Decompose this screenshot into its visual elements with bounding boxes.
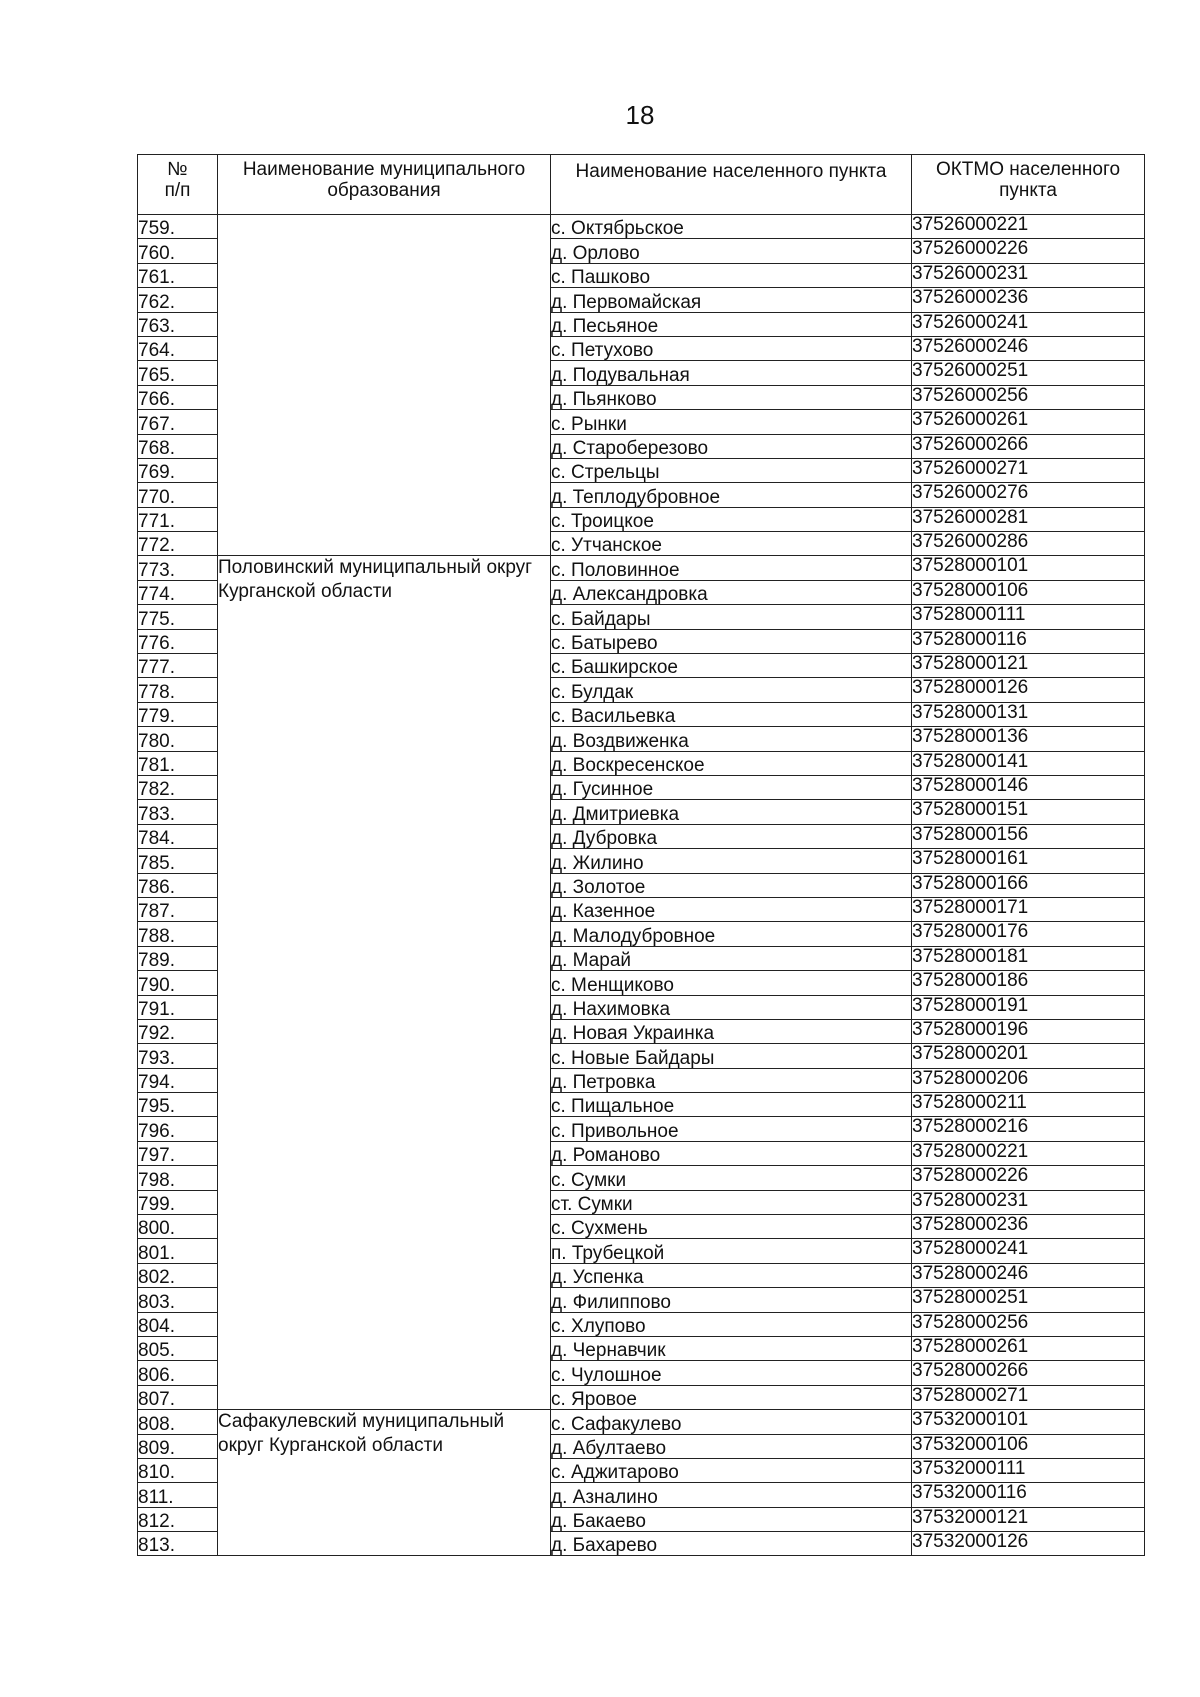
row-number: 778. — [138, 678, 218, 702]
table-row — [138, 556, 1145, 580]
settlement-name: д. Пьянково — [551, 385, 912, 409]
settlement-name: с. Сафакулево — [551, 1410, 912, 1434]
row-number: 767. — [138, 410, 218, 434]
row-number: 787. — [138, 897, 218, 921]
row-number: 792. — [138, 1019, 218, 1043]
oktmo-code: 37532000116 — [912, 1483, 1145, 1507]
row-number: 811. — [138, 1483, 218, 1507]
municipality-name: Половинский муниципальный округ Курганской области — [218, 556, 551, 1410]
settlement-name: д. Воздвиженка — [551, 727, 912, 751]
row-number: 801. — [138, 1239, 218, 1263]
oktmo-code: 37528000111 — [912, 605, 1145, 629]
oktmo-code: 37526000281 — [912, 507, 1145, 531]
settlement-name: д. Новая Украинка — [551, 1019, 912, 1043]
oktmo-code: 37528000141 — [912, 751, 1145, 775]
row-number: 807. — [138, 1385, 218, 1409]
row-number: 786. — [138, 873, 218, 897]
oktmo-code: 37526000266 — [912, 434, 1145, 458]
settlement-name: с. Хлупово — [551, 1312, 912, 1336]
row-number: 798. — [138, 1166, 218, 1190]
settlement-name: д. Марай — [551, 946, 912, 970]
row-number: 776. — [138, 629, 218, 653]
table-row — [138, 1410, 1145, 1434]
settlement-name: д. Бахарево — [551, 1532, 912, 1556]
oktmo-code: 37528000156 — [912, 824, 1145, 848]
oktmo-code: 37528000236 — [912, 1215, 1145, 1239]
row-number: 788. — [138, 922, 218, 946]
settlement-name: д. Абултаево — [551, 1434, 912, 1458]
settlement-name: д. Первомайская — [551, 288, 912, 312]
settlement-name: д. Золотое — [551, 873, 912, 897]
oktmo-code: 37528000261 — [912, 1336, 1145, 1360]
oktmo-code: 37528000126 — [912, 678, 1145, 702]
settlement-name: с. Байдары — [551, 605, 912, 629]
row-number: 761. — [138, 263, 218, 287]
settlement-name: с. Яровое — [551, 1385, 912, 1409]
header-oktmo: ОКТМО населенного пункта — [912, 155, 1145, 215]
row-number: 791. — [138, 995, 218, 1019]
settlement-name: д. Воскресенское — [551, 751, 912, 775]
settlement-name: д. Орлово — [551, 239, 912, 263]
oktmo-code: 37528000171 — [912, 897, 1145, 921]
row-number: 771. — [138, 507, 218, 531]
settlement-name: с. Новые Байдары — [551, 1044, 912, 1068]
settlement-name: с. Булдак — [551, 678, 912, 702]
oktmo-code: 37528000101 — [912, 556, 1145, 580]
settlement-name: д. Александровка — [551, 580, 912, 604]
row-number: 780. — [138, 727, 218, 751]
row-number: 803. — [138, 1288, 218, 1312]
municipality-name: Сафакулевский муниципальный округ Курганской области — [218, 1410, 551, 1556]
oktmo-code: 37526000246 — [912, 336, 1145, 360]
row-number: 802. — [138, 1263, 218, 1287]
settlement-name: с. Половинное — [551, 556, 912, 580]
row-number: 764. — [138, 336, 218, 360]
row-number: 763. — [138, 312, 218, 336]
oktmo-code: 37528000216 — [912, 1117, 1145, 1141]
oktmo-code: 37528000146 — [912, 775, 1145, 799]
settlement-name: с. Стрельцы — [551, 458, 912, 482]
row-number: 799. — [138, 1190, 218, 1214]
row-number: 777. — [138, 654, 218, 678]
header-municipality: Наименование муниципального образования — [218, 155, 551, 215]
row-number: 783. — [138, 800, 218, 824]
settlement-name: с. Утчанское — [551, 532, 912, 556]
settlement-name: с. Батырево — [551, 629, 912, 653]
oktmo-code: 37532000101 — [912, 1410, 1145, 1434]
oktmo-code: 37528000166 — [912, 873, 1145, 897]
settlement-name: д. Филиппово — [551, 1288, 912, 1312]
settlement-name: д. Дубровка — [551, 824, 912, 848]
oktmo-code: 37528000121 — [912, 654, 1145, 678]
oktmo-code: 37528000226 — [912, 1166, 1145, 1190]
row-number: 797. — [138, 1141, 218, 1165]
table-row — [138, 215, 1145, 239]
row-number: 810. — [138, 1458, 218, 1482]
row-number: 774. — [138, 580, 218, 604]
oktmo-code: 37528000246 — [912, 1263, 1145, 1287]
settlement-name: д. Успенка — [551, 1263, 912, 1287]
oktmo-code: 37528000206 — [912, 1068, 1145, 1092]
row-number: 765. — [138, 361, 218, 385]
row-number: 793. — [138, 1044, 218, 1068]
settlement-name: с. Чулошное — [551, 1361, 912, 1385]
oktmo-code: 37528000116 — [912, 629, 1145, 653]
settlement-name: д. Теплодубровное — [551, 483, 912, 507]
oktmo-code: 37528000256 — [912, 1312, 1145, 1336]
oktmo-code: 37528000131 — [912, 702, 1145, 726]
settlement-name: д. Бакаево — [551, 1507, 912, 1531]
settlement-name: с. Октябрьское — [551, 215, 912, 239]
settlement-name: с. Петухово — [551, 336, 912, 360]
settlement-name: ст. Сумки — [551, 1190, 912, 1214]
table-body — [138, 215, 1145, 1556]
row-number: 769. — [138, 458, 218, 482]
row-number: 762. — [138, 288, 218, 312]
oktmo-code: 37532000111 — [912, 1458, 1145, 1482]
oktmo-code: 37526000286 — [912, 532, 1145, 556]
settlement-name: с. Рынки — [551, 410, 912, 434]
row-number: 800. — [138, 1215, 218, 1239]
row-number: 760. — [138, 239, 218, 263]
settlement-name: п. Трубецкой — [551, 1239, 912, 1263]
oktmo-code: 37526000226 — [912, 239, 1145, 263]
row-number: 804. — [138, 1312, 218, 1336]
row-number: 808. — [138, 1410, 218, 1434]
oktmo-code: 37526000231 — [912, 263, 1145, 287]
oktmo-code: 37528000176 — [912, 922, 1145, 946]
header-number: № п/п — [138, 155, 218, 215]
oktmo-code: 37532000126 — [912, 1532, 1145, 1556]
header-settlement: Наименование населенного пункта — [551, 155, 912, 215]
oktmo-code: 37526000256 — [912, 385, 1145, 409]
oktmo-code: 37528000251 — [912, 1288, 1145, 1312]
settlement-name: д. Романово — [551, 1141, 912, 1165]
settlement-name: д. Чернавчик — [551, 1336, 912, 1360]
row-number: 790. — [138, 971, 218, 995]
oktmo-code: 37528000241 — [912, 1239, 1145, 1263]
settlement-name: с. Аджитарово — [551, 1458, 912, 1482]
oktmo-code: 37528000266 — [912, 1361, 1145, 1385]
oktmo-code: 37528000271 — [912, 1385, 1145, 1409]
oktmo-code: 37528000161 — [912, 849, 1145, 873]
table-header-row — [138, 155, 1145, 215]
row-number: 813. — [138, 1532, 218, 1556]
row-number: 784. — [138, 824, 218, 848]
oktmo-code: 37528000201 — [912, 1044, 1145, 1068]
row-number: 773. — [138, 556, 218, 580]
settlement-name: с. Сухмень — [551, 1215, 912, 1239]
settlement-name: с. Привольное — [551, 1117, 912, 1141]
row-number: 796. — [138, 1117, 218, 1141]
municipality-name — [218, 215, 551, 556]
oktmo-code: 37528000151 — [912, 800, 1145, 824]
settlement-name: д. Подувальная — [551, 361, 912, 385]
row-number: 795. — [138, 1093, 218, 1117]
settlement-name: с. Пищальное — [551, 1093, 912, 1117]
settlement-name: с. Васильевка — [551, 702, 912, 726]
settlement-name: д. Дмитриевка — [551, 800, 912, 824]
settlement-name: д. Жилино — [551, 849, 912, 873]
oktmo-code: 37528000191 — [912, 995, 1145, 1019]
settlement-name: д. Азналино — [551, 1483, 912, 1507]
oktmo-code: 37532000121 — [912, 1507, 1145, 1531]
row-number: 766. — [138, 385, 218, 409]
oktmo-code: 37528000186 — [912, 971, 1145, 995]
oktmo-code: 37526000251 — [912, 361, 1145, 385]
row-number: 775. — [138, 605, 218, 629]
oktmo-code: 37528000231 — [912, 1190, 1145, 1214]
row-number: 779. — [138, 702, 218, 726]
oktmo-code: 37528000181 — [912, 946, 1145, 970]
row-number: 770. — [138, 483, 218, 507]
row-number: 812. — [138, 1507, 218, 1531]
settlement-name: с. Троицкое — [551, 507, 912, 531]
settlement-name: с. Менщиково — [551, 971, 912, 995]
oktmo-code: 37528000211 — [912, 1093, 1145, 1117]
settlement-name: д. Казенное — [551, 897, 912, 921]
oktmo-code: 37528000106 — [912, 580, 1145, 604]
row-number: 785. — [138, 849, 218, 873]
settlement-name: с. Пашково — [551, 263, 912, 287]
row-number: 768. — [138, 434, 218, 458]
page-number: 18 — [625, 100, 655, 130]
settlement-name: д. Малодубровное — [551, 922, 912, 946]
oktmo-code: 37526000261 — [912, 410, 1145, 434]
oktmo-code: 37526000236 — [912, 288, 1145, 312]
oktmo-code: 37526000221 — [912, 215, 1145, 239]
settlement-name: д. Староберезово — [551, 434, 912, 458]
settlement-name: д. Петровка — [551, 1068, 912, 1092]
oktmo-code: 37526000241 — [912, 312, 1145, 336]
settlement-name: д. Гусинное — [551, 775, 912, 799]
oktmo-code: 37528000221 — [912, 1141, 1145, 1165]
settlements-table — [137, 154, 1145, 1556]
oktmo-code: 37526000276 — [912, 483, 1145, 507]
row-number: 794. — [138, 1068, 218, 1092]
row-number: 772. — [138, 532, 218, 556]
settlement-name: д. Нахимовка — [551, 995, 912, 1019]
row-number: 781. — [138, 751, 218, 775]
settlement-name: д. Песьяное — [551, 312, 912, 336]
row-number: 806. — [138, 1361, 218, 1385]
row-number: 809. — [138, 1434, 218, 1458]
settlement-name: с. Сумки — [551, 1166, 912, 1190]
oktmo-code: 37526000271 — [912, 458, 1145, 482]
row-number: 789. — [138, 946, 218, 970]
oktmo-code: 37528000136 — [912, 727, 1145, 751]
row-number: 782. — [138, 775, 218, 799]
row-number: 805. — [138, 1336, 218, 1360]
oktmo-code: 37528000196 — [912, 1019, 1145, 1043]
oktmo-code: 37532000106 — [912, 1434, 1145, 1458]
settlement-name: с. Башкирское — [551, 654, 912, 678]
row-number: 759. — [138, 215, 218, 239]
